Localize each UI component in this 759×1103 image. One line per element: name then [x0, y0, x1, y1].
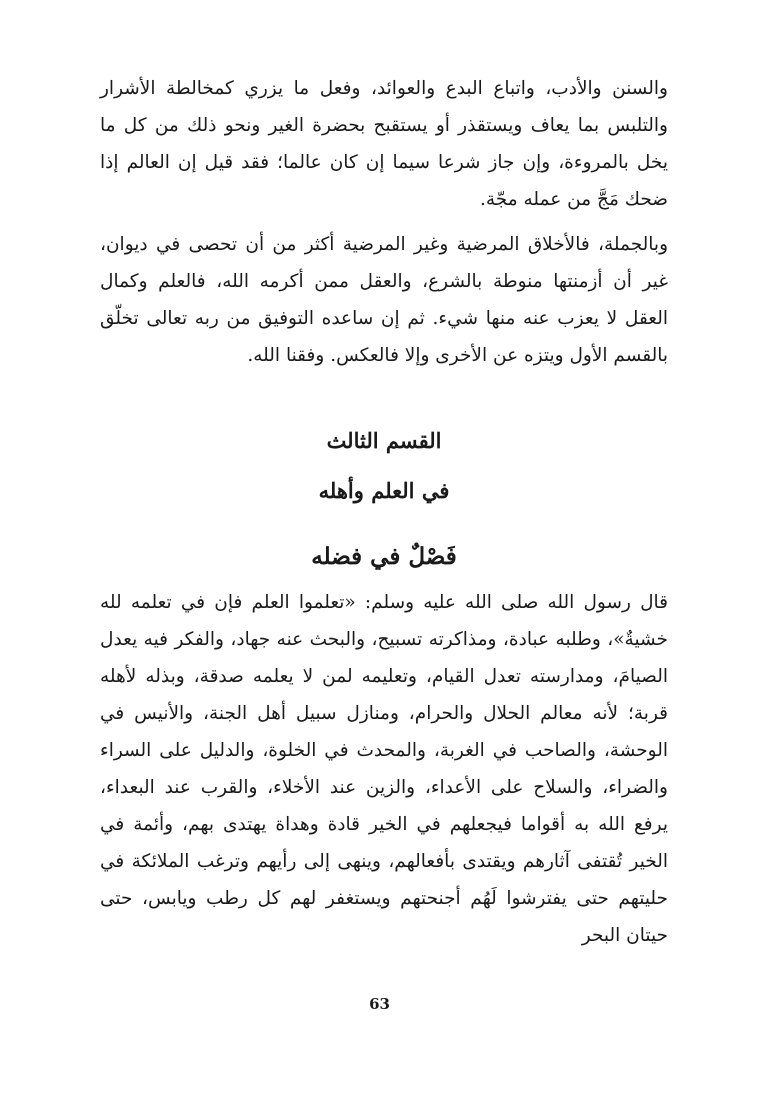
paragraph-virtue-of-knowledge: قال رسول الله صلى الله عليه وسلم: «تعلموا العلم فإن في تعلمه لله خشيةٌ»، وطلبه عبادة، ومذاكرته تسبيح، والبحث عنه جهاد، والفكر فيه يعدل الصيامَ، ومدارسته تعدل القيام، وتعليمه لمن لا يعلمه صدقة، وبذله لأهله قربة؛ لأنه معالم الحلال والحرام، ومنازل سبيل أهل الجنة، والأنيس في الوحشة، والصاحب في الغربة، والمحدث في الخلوة، والدليل على السراء والضراء، والسلاح على الأعداء، والزين عند الأخلاء، والقرب عند البعداء، يرفع الله به أقواما فيجعلهم في الخير قادة وهداة يهتدى بهم، وأئمة في الخير تُقتفى آثارهم ويقتدى بأفعالهم، وينهى إلى رأيهم وترغب الملائكة في حليتهم حتى يفترشوا لَهُم أجنحتهم ويستغفر لهم كل رطب ويابس، حتى حيتان البحر — [100, 592, 668, 946]
paragraph-manners-summary: وبالجملة، فالأخلاق المرضية وغير المرضية أكثر من أن تحصى في ديوان، غير أن أزمنتها منوطة بالشرع، والعقل ممن أكرمه الله، فالعلم وكمال العقل لا يعزب عنه منها شيء. ثم إن ساعده التوفيق من ربه تعالى تخلّق بالقسم الأول ويتزه عن الأخرى وإلا فالعكس. وفقنا الله. — [100, 234, 668, 366]
section-title: القسم الثالث — [326, 428, 442, 453]
book-page — [100, 70, 668, 954]
chapter-title: فَصْلٌ في فضله — [311, 543, 457, 570]
paragraph-manners-intro: والسنن والأدب، واتباع البدع والعوائد، وفعل ما يزري كمخالطة الأشرار والتلبس بما يعاف ويستقذر أو يستقبح بحضرة الغير ونحو ذلك من كل ما يخل بالمروءة، وإن جاز شرعا سيما إن كان عالما؛ فقد قيل إن العالم إذا ضحك مَجَّ من عمله مجّة. — [100, 78, 668, 210]
page-number: 63 — [369, 995, 390, 1013]
section-subtitle: في العلم وأهله — [318, 478, 450, 503]
